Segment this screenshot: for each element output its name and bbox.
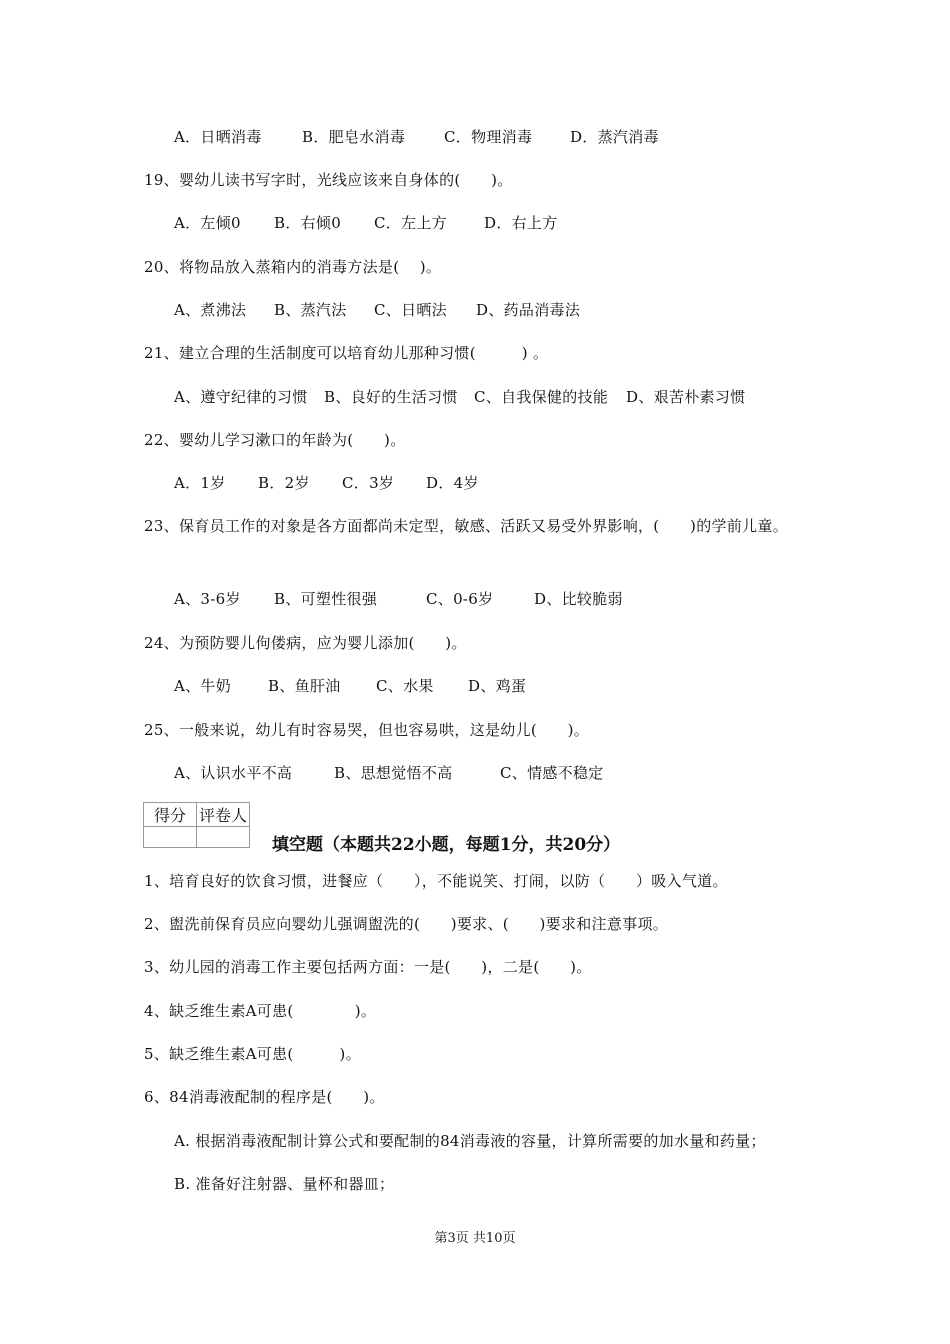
option: C、情感不稳定: [500, 764, 604, 782]
option: C．物理消毒: [444, 128, 533, 146]
option: C、日晒法: [374, 301, 447, 319]
question-19: 19、婴幼儿读书写字时，光线应该来自身体的( )。: [144, 171, 513, 189]
score-box: [143, 802, 250, 848]
option: A．日晒消毒: [174, 128, 262, 146]
fill-question: 5、缺乏维生素A可患( )。: [144, 1045, 361, 1063]
q23-options: [174, 589, 623, 609]
option: A、3-6岁: [174, 590, 241, 608]
q6-option-b: B. 准备好注射器、量杯和器皿；: [174, 1175, 395, 1193]
question-20: 20、将物品放入蒸箱内的消毒方法是( )。: [144, 258, 442, 276]
option: D、药品消毒法: [476, 301, 581, 319]
fill-question: 6、84消毒液配制的程序是( )。: [144, 1088, 385, 1106]
fill-question: 1、培育良好的饮食习惯，进餐应（ ），不能说笑、打闹，以防（ ）吸入气道。: [144, 872, 728, 890]
option: C、水果: [376, 677, 434, 695]
option: A、遵守纪律的习惯: [174, 388, 308, 406]
q25-options: [174, 763, 604, 783]
option: C、自我保健的技能: [474, 388, 609, 406]
option: A、认识水平不高: [174, 764, 293, 782]
score-cell: [144, 827, 197, 848]
option: B．肥皂水消毒: [302, 128, 406, 146]
grader-cell: [197, 827, 250, 848]
question-22: 22、婴幼儿学习漱口的年龄为( )。: [144, 431, 406, 449]
option: D、艰苦朴素习惯: [626, 388, 746, 406]
score-label: 得分: [144, 803, 197, 827]
fill-question: 4、缺乏维生素A可患( )。: [144, 1002, 377, 1020]
option: D．蒸汽消毒: [570, 128, 659, 146]
question-21: 21、建立合理的生活制度可以培育幼儿那种习惯( ) 。: [144, 344, 549, 362]
grader-label: 评卷人: [197, 803, 250, 827]
option: D．右上方: [484, 214, 558, 232]
option: B、思想觉悟不高: [334, 764, 453, 782]
question-25: 25、一般来说，幼儿有时容易哭，但也容易哄，这是幼儿( )。: [144, 721, 590, 739]
option: A、牛奶: [174, 677, 232, 695]
q19-options: [174, 213, 558, 233]
option: A、煮沸法: [174, 301, 247, 319]
option: D．4岁: [426, 474, 479, 492]
option: B．2岁: [258, 474, 310, 492]
fill-question: 3、幼儿园的消毒工作主要包括两方面：一是( )，二是( )。: [144, 958, 592, 976]
section-title: 填空题（本题共22小题，每题1分，共20分）: [272, 835, 621, 855]
q20-options: [174, 300, 580, 320]
fill-question: 2、盥洗前保育员应向婴幼儿强调盥洗的( )要求、( )要求和注意事项。: [144, 915, 669, 933]
option: D、比较脆弱: [534, 590, 623, 608]
option: A．1岁: [174, 474, 226, 492]
q21-options: [174, 387, 745, 407]
question-23: 23、保育员工作的对象是各方面都尚未定型，敏感、活跃又易受外界影响，( )的学前儿童。: [144, 517, 788, 535]
option: B、蒸汽法: [274, 301, 347, 319]
option: B、鱼肝油: [268, 677, 341, 695]
question-24: 24、为预防婴儿佝偻病，应为婴儿添加( )。: [144, 634, 467, 652]
q22-options: [174, 473, 479, 493]
q24-options: [174, 676, 526, 696]
q6-option-a: A. 根据消毒液配制计算公式和要配制的84消毒液的容量，计算所需要的加水量和药量；: [174, 1132, 766, 1150]
option: B、可塑性很强: [274, 590, 378, 608]
option: A．左倾0: [174, 214, 241, 232]
option: D、鸡蛋: [468, 677, 527, 695]
option: C、0-6岁: [426, 590, 494, 608]
q18-options: [174, 127, 659, 147]
option: C．3岁: [342, 474, 395, 492]
option: B．右倾0: [274, 214, 342, 232]
option: C．左上方: [374, 214, 447, 232]
option: B、良好的生活习惯: [324, 388, 458, 406]
page-footer: 第3页 共10页: [434, 1231, 516, 1246]
